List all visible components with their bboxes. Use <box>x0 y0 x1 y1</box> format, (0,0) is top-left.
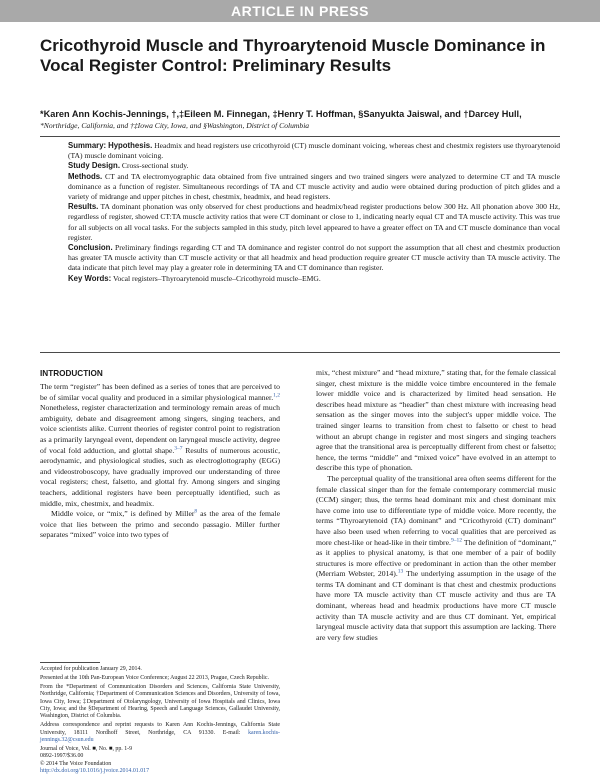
intro-paragraph-3 <box>316 474 556 644</box>
intro-text: The perceptual quality of the transitional area often seems different for the female classical singer than for the female contemporary commercial music (CCM) singer; thus, the terms head dominant mix and chest dominant mix have come into use to differentiate type of middle voice. More recently, the terms “Thyroarytenoid (TA) dominant” and “Cricothyroid (CT) dominant” have also been used when referring to vocal qualities that are perceived as more chest-like or head-like in their timbre. <box>316 473 556 547</box>
footnote-issn: 0892-1997/$36.00 <box>40 753 84 760</box>
intro-text: The underlying assumption in the usage of the terms TA dominant and CT dominant is that chest and chestmix productions have more TA muscle activity than CT muscle activity and thus are TA dominant, whereas head and headmix productions have more CT muscle activity than TA muscle activity and are thus CT dominant. Yet, empirical laryngeal muscle activity data that support this assumption are lacking. There are very few studies <box>316 569 557 642</box>
abstract-methods <box>68 172 560 203</box>
conclusion-label: Conclusion. <box>68 243 113 253</box>
abstract-block <box>68 141 560 284</box>
intro-text: Results of numerous acoustic, aerodynamic, and physiological studies, such as electroglottography (EGG) and videostroboscopy, have gradually improved our understanding of three vocal registers; chest, falsetto, and glottal fry. Among singers and singing teachers, additional registers have been perceptually identified, such as middle, mix, chestmix, and headmix. <box>40 445 280 508</box>
footnote-divider <box>40 662 100 663</box>
author-affiliations: *Northridge, California, and †‡Iowa City, Iowa, and §Washington, District of Columbia <box>40 121 310 130</box>
intro-text: The term “register” has been defined as a series of tones that are perceived to be of similar vocal quality and produced in a similar physiological manner. <box>40 382 280 402</box>
abstract-design <box>68 161 560 171</box>
methods-label: Methods. <box>68 171 103 181</box>
intro-paragraph-2-continued: mix, “chest mixture” and “head mixture,” stating that, for the female classical singer, chest mixture is the middle voice timbre encountered in the female lower middle voice and is characterized by limited head sensation. He describes head mixture as “headier” than chest mixture with increasing head sensation as the singer moves into the subject's upper middle voice. The trained singer learns to transition from chest to falsetto or chest to head without an abrupt change in register and most singers and singing teachers agree that the transitional area is perceptually different from chest or falsetto; hence, the terms “middle” and “mixed voice” have evolved in an attempt to describe this type of phonation. <box>316 368 556 473</box>
conclusion-text: Preliminary findings regarding CT and TA dominance and register control do not support the assumption that all chest and chestmix production has greater TA muscle activity than CT muscle activity or that all headmix and head production require greater CT muscle activity than TA muscle activity. The data indicate that pitch level may play a greater role in determining TA and CT dominance than register. <box>68 243 560 273</box>
footnote-accepted: Accepted for publication January 29, 2014. <box>40 666 142 672</box>
citation-ref[interactable]: 9–12 <box>450 536 462 543</box>
body-column-right <box>316 368 556 643</box>
abstract-top-rule <box>40 136 560 137</box>
intro-text: Nonetheless, register characterization and terminology remain areas of much ambiguity, debate and disagreement among singers, singing teachers, and voice scientists alike. Current theories of register control point to registration as a primarily laryngeal event, dependent on laryngeal muscle activity, degree of vocal fold adduction, and glottal shape. <box>40 403 280 455</box>
methods-text: CT and TA electromyographic data obtained from five untrained singers and two trained singers were analyzed to determine CT and TA muscle dominance as a function of register. Simultaneous recordings of TA and CT muscle activity and audio were obtained during production of pitch glides and a variety of midrange and upper pitches in chest, chestmix, headmix, and head registers. <box>68 171 560 202</box>
citation-ref[interactable]: 13 <box>397 568 404 575</box>
footnote-affiliations: From the *Department of Communication Disorders and Sciences, California State University, Northridge, California; †Department of Communication Sciences and Disorders, University of Iowa, Iowa City, Iowa; ‡Department of Otolaryngology, University of Iowa Hospitals and Clinics, Iowa City, Iowa; and the §Department of Hearing, Speech and Language Sciences, Gallaudet University, Washington, District of Columbia. <box>40 683 280 720</box>
article-in-press-banner: ARTICLE IN PRESS <box>0 0 600 22</box>
intro-text: The definition of “dominant,” as it applies to physical anatomy, is that one member of a pair of bodily structures is more effective or predominant in action than the other member (Merriam Webster, 2014). <box>316 537 556 579</box>
abstract-keywords <box>68 274 560 284</box>
citation-ref[interactable]: 3–7 <box>174 445 183 451</box>
keywords-text: Vocal registers–Thyroarytenoid muscle–Cricothyroid muscle–EMG. <box>112 273 321 283</box>
abstract-results <box>68 202 560 243</box>
footnotes-block <box>40 666 280 776</box>
footnote-copyright: © 2014 The Voice Foundation <box>40 760 112 767</box>
footnote-doi-link[interactable]: http://dx.doi.org/10.1016/j.jvoice.2014.01.017 <box>40 768 150 775</box>
hypothesis-label: Hypothesis. <box>108 141 153 150</box>
abstract-conclusion <box>68 243 560 274</box>
footnote-journal: Journal of Voice, Vol. ■, No. ■, pp. 1-9 <box>40 746 133 753</box>
citation-ref[interactable]: 8 <box>194 508 198 515</box>
intro-paragraph-1 <box>40 382 280 509</box>
abstract-bottom-rule <box>40 352 560 353</box>
correspondence-email-link[interactable]: karen.kochis-jennings.32@csun.edu <box>40 729 281 744</box>
article-title: Cricothyroid Muscle and Thyroarytenoid Muscle Dominance in Vocal Register Control: Preliminary Results <box>40 36 546 75</box>
correspondence-address: Address correspondence and reprint requests to Karen Ann Kochis-Jennings, California State University, 18111 Nordhoff Street, Northridge, CA 91330. E-mail: <box>40 722 280 736</box>
results-label: Results. <box>68 202 99 212</box>
summary-label: Summary: <box>68 141 107 150</box>
footnote-correspondence <box>40 722 280 744</box>
design-label: Study Design. <box>68 161 120 171</box>
hypothesis-text: Headmix and head registers use cricothyroid (CT) muscle dominant voicing, whereas chest and chestmix registers use thyroarytenoid (TA) muscle dominant voicing. <box>68 141 560 161</box>
intro-paragraph-2 <box>40 509 280 541</box>
footnote-presented: Presented at the 10th Pan-European Voice Conference; August 22 2013, Prague, Czech Republic. <box>40 674 269 681</box>
results-text: TA dominant phonation was only observed for chest productions and headmix/head register productions below 300 Hz. All phonation above 300 Hz, regardless of register, showed CT:TA muscle activity ratios that were CT dominant or close to 1, indicating nearly equal CT and TA muscle activity. This was true for all subjects on all vocal tasks. For the subjects sampled in this study, pitch level appeared to have a greater effect on TA and CT muscle dominance than vocal register. <box>68 202 560 242</box>
abstract-summary <box>68 141 560 161</box>
citation-ref[interactable]: 1,2 <box>273 392 280 399</box>
introduction-heading: INTRODUCTION <box>40 369 103 378</box>
keywords-label: Key Words: <box>68 273 112 283</box>
intro-text: as the area of the female voice that lies between the primo and secondo passagio. Miller further separates “mixed” voice into two types of <box>40 509 280 540</box>
author-list: *Karen Ann Kochis-Jennings, †,‡Eileen M. Finnegan, ‡Henry T. Hoffman, §Sanyukta Jaiswal, and †Darcey Hull, <box>40 109 522 119</box>
intro-text: Middle voice, or “mix,” is defined by Miller <box>51 509 195 519</box>
design-text: Cross-sectional study. <box>121 161 189 171</box>
body-column-left <box>40 368 280 541</box>
